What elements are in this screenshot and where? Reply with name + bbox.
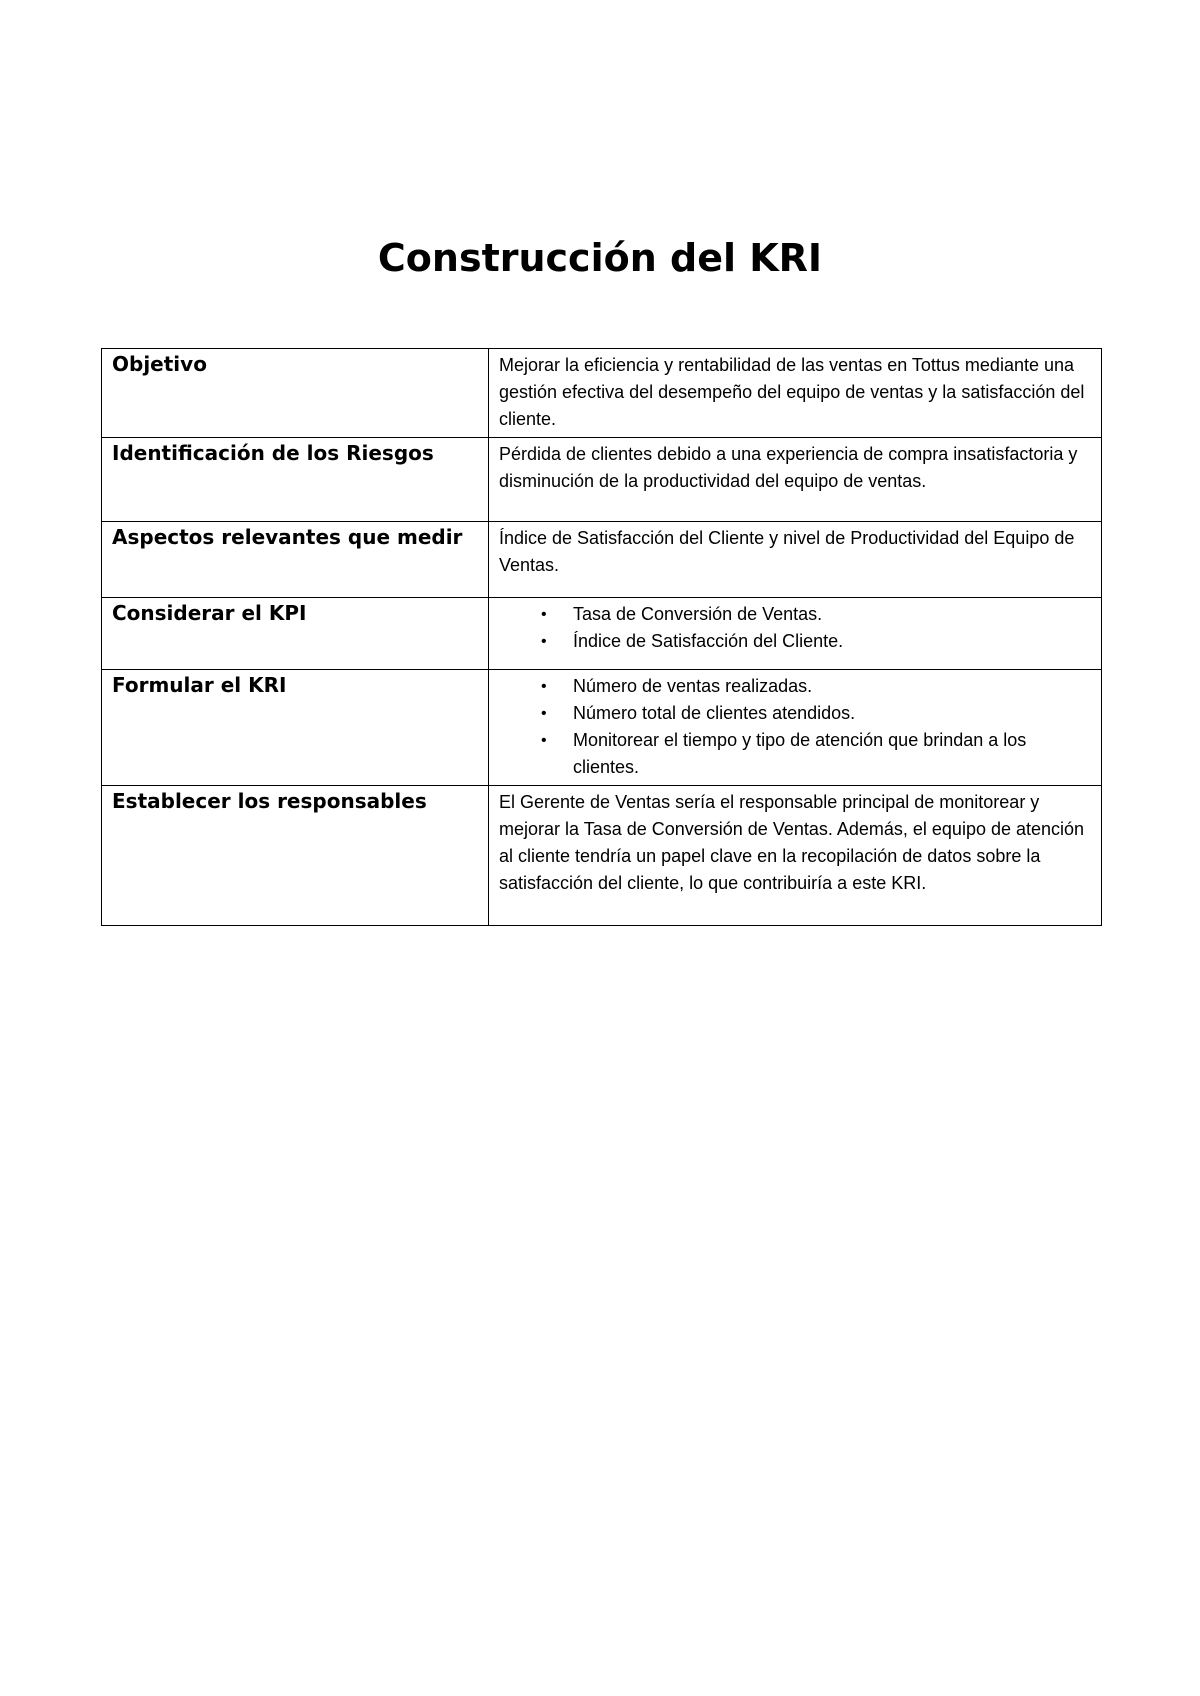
bullet-icon: • <box>541 732 547 749</box>
kri-bullet-list <box>499 673 1091 781</box>
row-label-kpi: Considerar el KPI <box>102 598 489 670</box>
bullet-icon: • <box>541 705 547 722</box>
row-label-responsables: Establecer los responsables <box>102 786 489 926</box>
list-item <box>541 628 1091 655</box>
table-row-objetivo <box>102 349 1102 438</box>
row-label-riesgos: Identificación de los Riesgos <box>102 438 489 522</box>
table-row-kri <box>102 670 1102 786</box>
row-content-aspectos: Índice de Satisfacción del Cliente y nivel de Productividad del Equipo de Ventas. <box>489 522 1102 598</box>
bullet-icon: • <box>541 678 547 695</box>
row-content-responsables: El Gerente de Ventas sería el responsable principal de monitorear y mejorar la Tasa de Conversión de Ventas. Además, el equipo de atención al cliente tendría un papel clave en la recopilación de datos sobre la satisfacción del cliente, lo que contribuiría a este KRI. <box>489 786 1102 926</box>
table-row-aspectos <box>102 522 1102 598</box>
row-content-riesgos: Pérdida de clientes debido a una experiencia de compra insatisfactoria y disminución de la productividad del equipo de ventas. <box>489 438 1102 522</box>
list-item-text: Número total de clientes atendidos. <box>573 703 856 723</box>
table-row-riesgos <box>102 438 1102 522</box>
list-item-text: Número de ventas realizadas. <box>573 676 813 696</box>
list-item <box>541 727 1091 781</box>
list-item-text: Monitorear el tiempo y tipo de atención que brindan a los clientes. <box>573 730 1027 777</box>
row-label-kri: Formular el KRI <box>102 670 489 786</box>
list-item <box>541 601 1091 628</box>
kpi-bullet-list <box>499 601 1091 655</box>
list-item <box>541 673 1091 700</box>
bullet-icon: • <box>541 606 547 623</box>
row-content-objetivo: Mejorar la eficiencia y rentabilidad de las ventas en Tottus mediante una gestión efectiva del desempeño del equipo de ventas y la satisfacción del cliente. <box>489 349 1102 438</box>
list-item <box>541 700 1091 727</box>
table-row-responsables <box>102 786 1102 926</box>
bullet-icon: • <box>541 633 547 650</box>
list-item-text: Índice de Satisfacción del Cliente. <box>573 631 844 651</box>
row-label-aspectos: Aspectos relevantes que medir <box>102 522 489 598</box>
kri-table <box>101 348 1102 926</box>
page-title: Construcción del KRI <box>377 236 823 280</box>
row-content-kpi <box>489 598 1102 670</box>
row-content-kri <box>489 670 1102 786</box>
row-label-objetivo: Objetivo <box>102 349 489 438</box>
list-item-text: Tasa de Conversión de Ventas. <box>573 604 823 624</box>
table-row-kpi <box>102 598 1102 670</box>
